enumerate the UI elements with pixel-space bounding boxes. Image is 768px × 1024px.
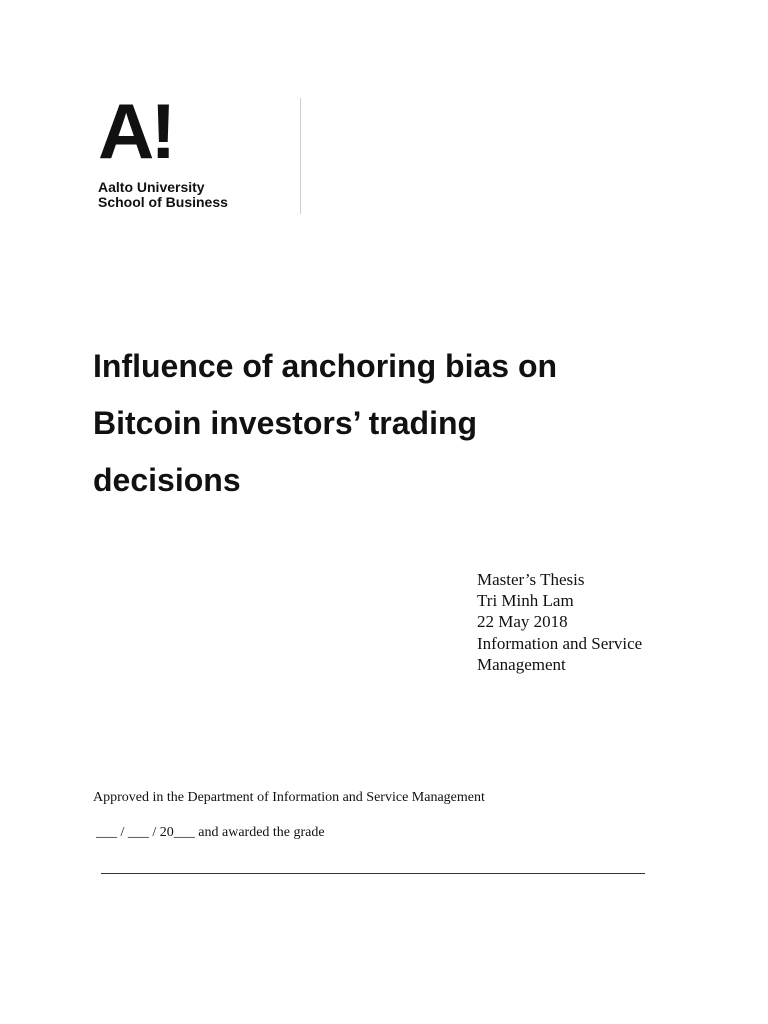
thesis-meta (477, 569, 717, 675)
author-name: Tri Minh Lam (477, 591, 574, 610)
title-line-1: Influence of anchoring bias on (93, 348, 558, 384)
signature-line (101, 873, 645, 874)
department-line-1: Information and Service (477, 634, 643, 653)
logo-mark: A! (98, 87, 173, 175)
grade-statement: ___ / ___ / 20___ and awarded the grade (96, 825, 325, 840)
university-logo (98, 87, 308, 218)
department-line-2: Management (477, 655, 566, 674)
logo-school-name: School of Business (98, 194, 228, 210)
thesis-date: 22 May 2018 (477, 612, 568, 631)
title-line-2: Bitcoin investors’ trading (93, 405, 478, 441)
logo-divider (300, 98, 301, 214)
thesis-title (93, 338, 653, 509)
logo-university-name: Aalto University (98, 179, 205, 195)
thesis-type: Master’s Thesis (477, 570, 585, 589)
approval-statement: Approved in the Department of Information and Service Management (93, 790, 485, 805)
title-line-3: decisions (93, 462, 241, 498)
